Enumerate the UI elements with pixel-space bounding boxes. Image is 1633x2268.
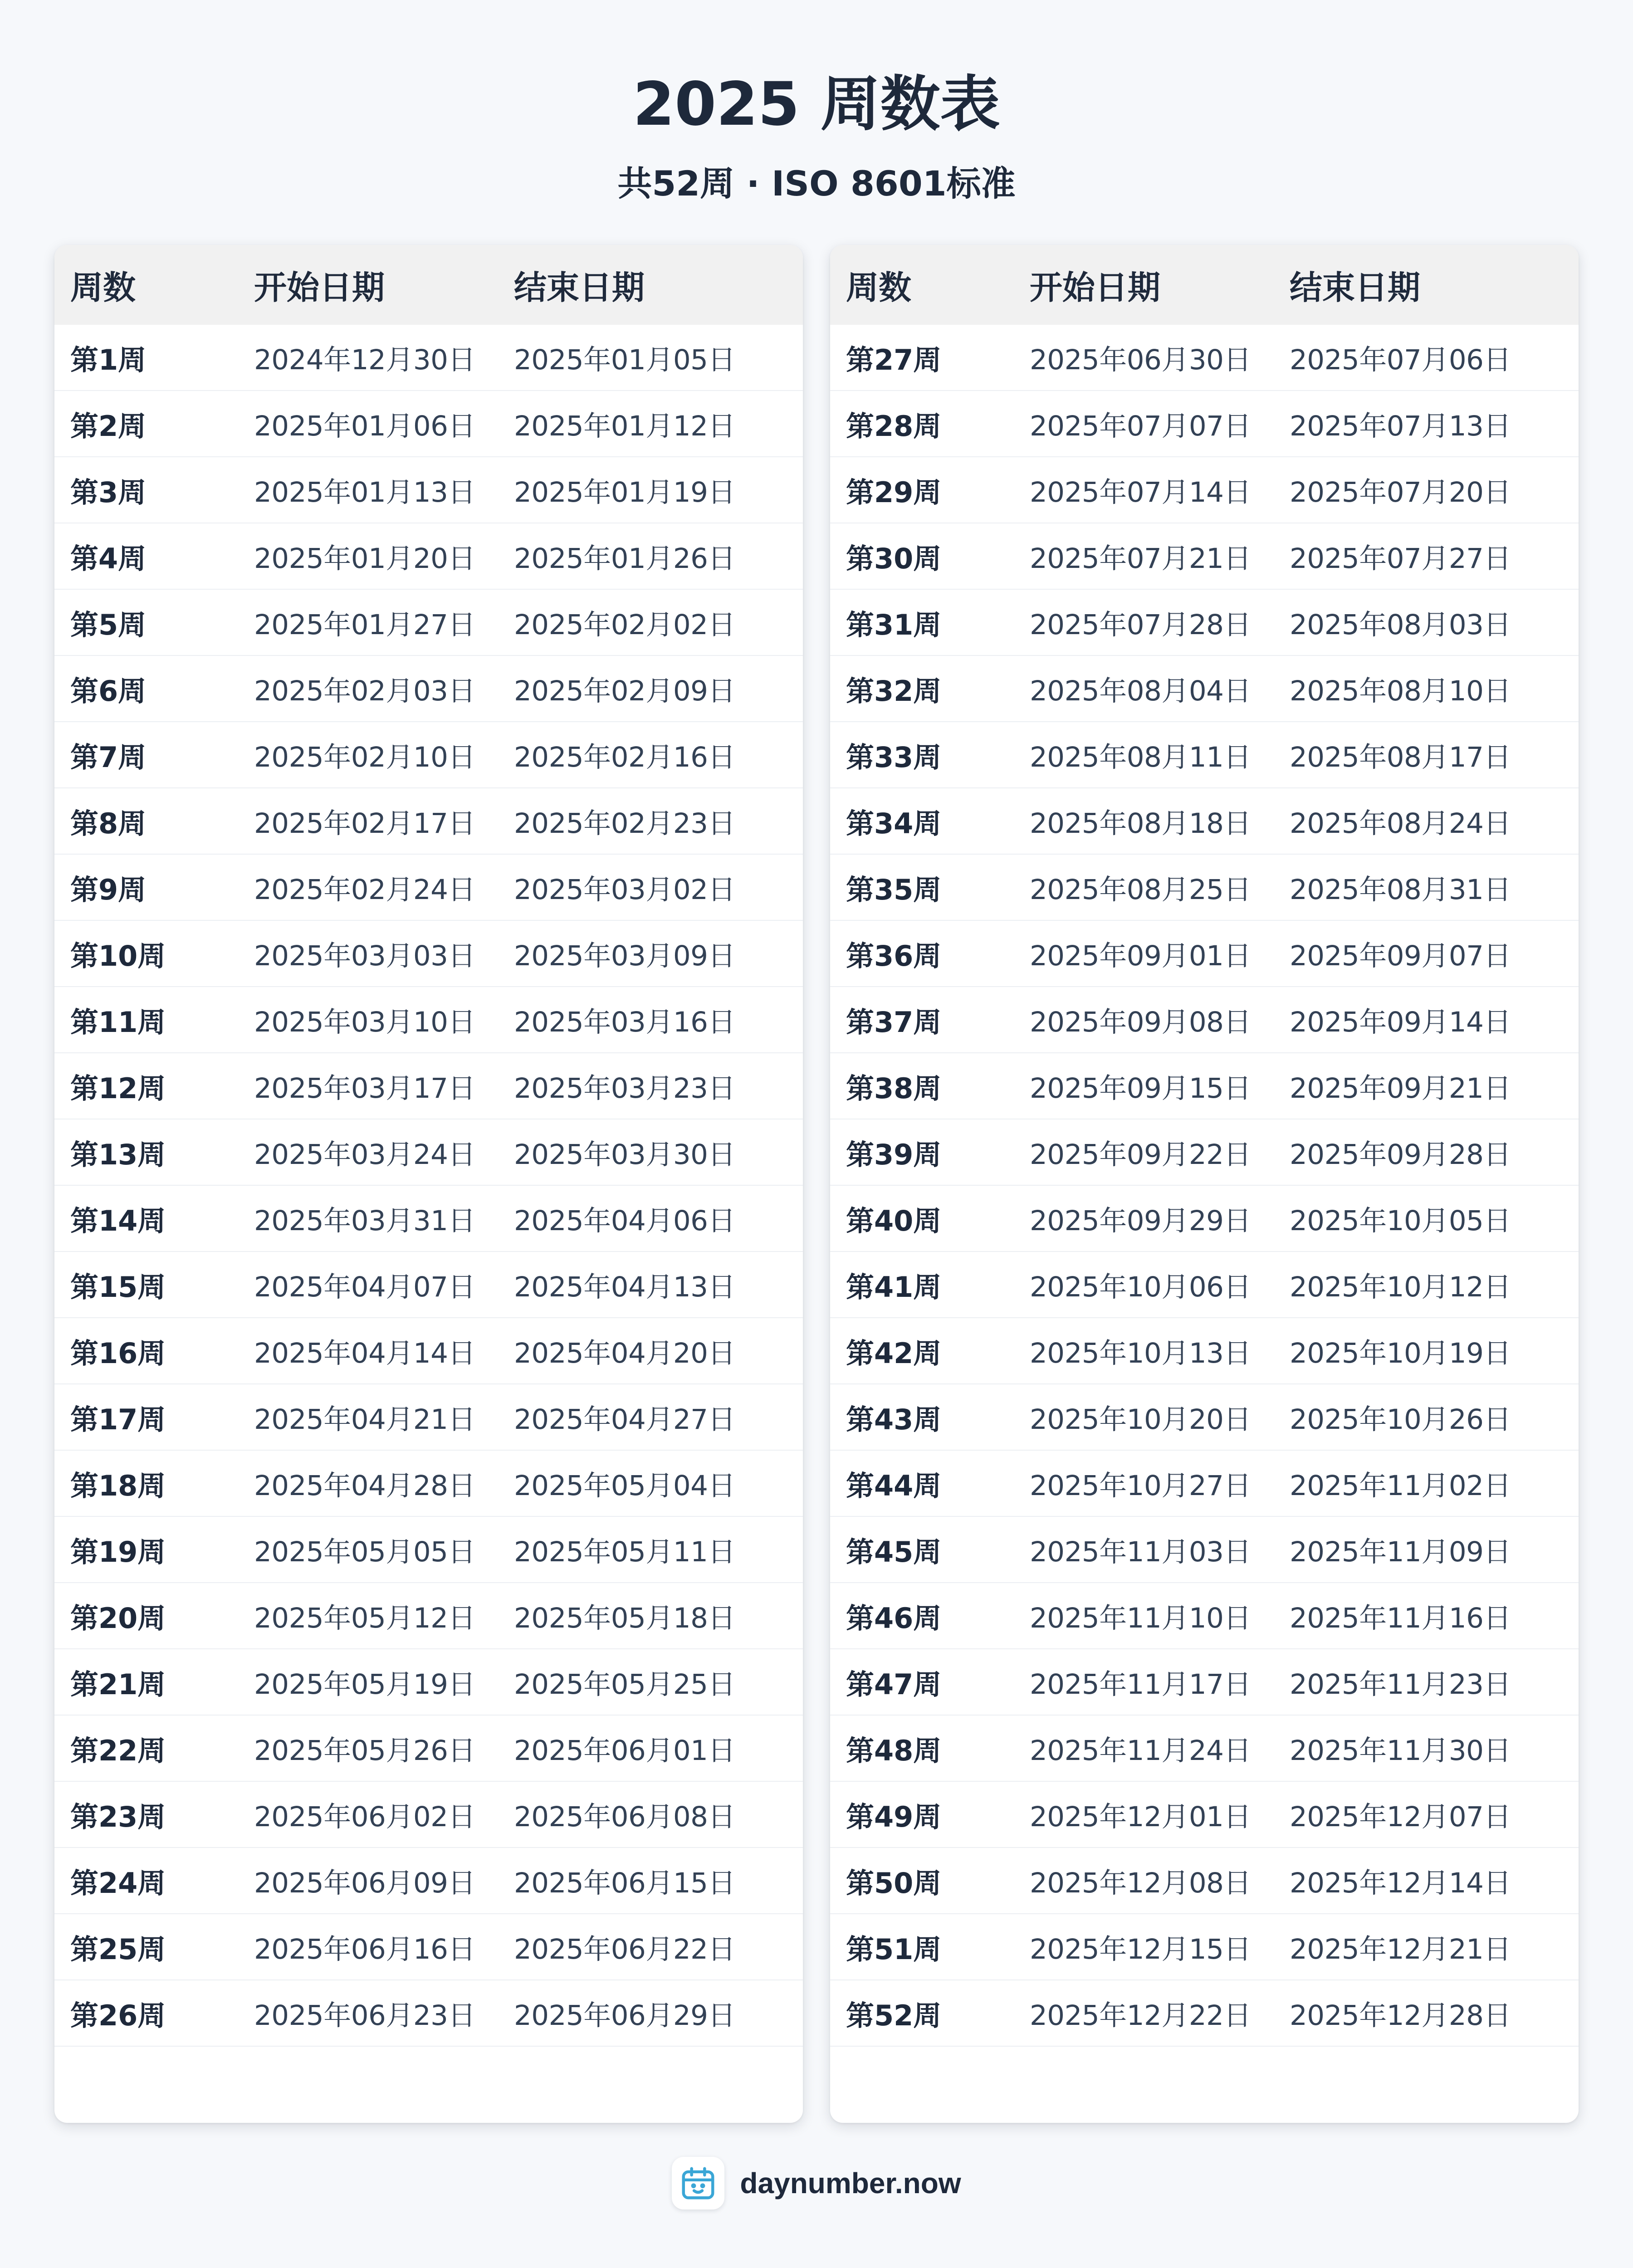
week-cell: 第27周 [846, 343, 942, 376]
week-cell: 第49周 [846, 1800, 942, 1833]
end-date-cell: 2025年08月10日 [1290, 675, 1511, 707]
start-date-cell: 2025年04月21日 [254, 1403, 475, 1436]
table-row [54, 1384, 803, 1451]
week-cell: 第21周 [70, 1667, 166, 1701]
end-date-cell: 2025年09月21日 [1290, 1072, 1511, 1105]
week-cell: 第34周 [846, 807, 942, 840]
end-date-cell: 2025年06月29日 [514, 1999, 735, 2032]
table-row [54, 1980, 803, 2047]
table-row [830, 855, 1579, 921]
start-date-cell: 2025年03月31日 [254, 1204, 475, 1237]
week-cell: 第38周 [846, 1071, 942, 1105]
week-cell: 第10周 [70, 939, 166, 973]
week-cell: 第18周 [70, 1469, 166, 1502]
end-date-cell: 2025年08月24日 [1290, 807, 1511, 840]
week-cell: 第24周 [70, 1866, 166, 1900]
week-cell: 第40周 [846, 1204, 942, 1237]
start-date-cell: 2025年11月10日 [1030, 1602, 1251, 1634]
table-header [830, 245, 1579, 325]
table-row [830, 1318, 1579, 1384]
week-cell: 第50周 [846, 1866, 942, 1900]
table-row [54, 1252, 803, 1318]
start-date-cell: 2025年07月07日 [1030, 410, 1251, 442]
end-date-cell: 2025年08月31日 [1290, 873, 1511, 906]
start-date-cell: 2025年10月27日 [1030, 1469, 1251, 1502]
table-row [830, 1649, 1579, 1716]
week-cell: 第39周 [846, 1138, 942, 1171]
start-date-cell: 2025年08月18日 [1030, 807, 1251, 840]
end-date-cell: 2025年01月12日 [514, 410, 735, 442]
end-date-cell: 2025年11月23日 [1290, 1668, 1511, 1701]
end-date-cell: 2025年01月26日 [514, 542, 735, 575]
start-date-cell: 2025年03月03日 [254, 939, 475, 972]
start-date-cell: 2025年04月28日 [254, 1469, 475, 1502]
start-date-cell: 2025年07月14日 [1030, 476, 1251, 508]
table-row [54, 921, 803, 987]
week-cell: 第5周 [70, 608, 147, 641]
start-date-cell: 2025年04月14日 [254, 1337, 475, 1369]
column-header-end-date: 结束日期 [514, 269, 645, 307]
start-date-cell: 2025年04月07日 [254, 1271, 475, 1303]
week-cell: 第3周 [70, 475, 147, 509]
week-cell: 第48周 [846, 1734, 942, 1767]
end-date-cell: 2025年03月02日 [514, 873, 735, 906]
start-date-cell: 2025年01月06日 [254, 410, 475, 442]
end-date-cell: 2025年04月13日 [514, 1271, 735, 1303]
end-date-cell: 2025年09月07日 [1290, 939, 1511, 972]
week-cell: 第16周 [70, 1336, 166, 1370]
week-cell: 第31周 [846, 608, 942, 641]
table-row [830, 1782, 1579, 1848]
column-header-week: 周数 [846, 269, 912, 307]
table-row [830, 1053, 1579, 1119]
end-date-cell: 2025年03月30日 [514, 1138, 735, 1171]
end-date-cell: 2025年04月06日 [514, 1204, 735, 1237]
start-date-cell: 2025年09月08日 [1030, 1006, 1251, 1038]
table-row [830, 788, 1579, 855]
start-date-cell: 2025年06月30日 [1030, 343, 1251, 376]
table-row [830, 921, 1579, 987]
week-cell: 第8周 [70, 807, 147, 840]
start-date-cell: 2025年09月29日 [1030, 1204, 1251, 1237]
table-row [830, 656, 1579, 722]
start-date-cell: 2025年11月24日 [1030, 1734, 1251, 1767]
end-date-cell: 2025年04月27日 [514, 1403, 735, 1436]
end-date-cell: 2025年11月09日 [1290, 1535, 1511, 1568]
table-row [54, 1848, 803, 1914]
week-cell: 第52周 [846, 1999, 942, 2032]
end-date-cell: 2025年02月09日 [514, 675, 735, 707]
table-row [830, 391, 1579, 457]
week-cell: 第6周 [70, 674, 147, 708]
end-date-cell: 2025年06月08日 [514, 1800, 735, 1833]
end-date-cell: 2025年06月15日 [514, 1867, 735, 1899]
table-row [54, 656, 803, 722]
week-cell: 第46周 [846, 1601, 942, 1635]
table-row [54, 523, 803, 590]
week-cell: 第45周 [846, 1535, 942, 1569]
start-date-cell: 2025年06月23日 [254, 1999, 475, 2032]
start-date-cell: 2025年08月11日 [1030, 741, 1251, 773]
end-date-cell: 2025年11月02日 [1290, 1469, 1511, 1502]
table-body [830, 325, 1579, 2047]
week-table-left [54, 245, 803, 2123]
table-row [830, 1716, 1579, 1782]
site-name[interactable]: daynumber.now [740, 2167, 961, 2200]
week-cell: 第32周 [846, 674, 942, 708]
start-date-cell: 2025年12月01日 [1030, 1800, 1251, 1833]
table-row [830, 1517, 1579, 1583]
start-date-cell: 2025年06月09日 [254, 1867, 475, 1899]
end-date-cell: 2025年06月22日 [514, 1933, 735, 1965]
week-cell: 第12周 [70, 1071, 166, 1105]
start-date-cell: 2025年07月21日 [1030, 542, 1251, 575]
start-date-cell: 2024年12月30日 [254, 343, 475, 376]
week-cell: 第41周 [846, 1270, 942, 1304]
table-row [830, 987, 1579, 1053]
end-date-cell: 2025年06月01日 [514, 1734, 735, 1767]
table-row [830, 457, 1579, 523]
column-header-end-date: 结束日期 [1290, 269, 1421, 307]
week-cell: 第17周 [70, 1403, 166, 1436]
table-row [54, 1186, 803, 1252]
end-date-cell: 2025年12月28日 [1290, 1999, 1511, 2032]
start-date-cell: 2025年02月10日 [254, 741, 475, 773]
end-date-cell: 2025年08月03日 [1290, 608, 1511, 641]
end-date-cell: 2025年02月02日 [514, 608, 735, 641]
table-row [830, 523, 1579, 590]
table-row [830, 1252, 1579, 1318]
start-date-cell: 2025年10月20日 [1030, 1403, 1251, 1436]
table-row [54, 1119, 803, 1186]
week-cell: 第20周 [70, 1601, 166, 1635]
week-cell: 第15周 [70, 1270, 166, 1304]
table-row [830, 1914, 1579, 1980]
start-date-cell: 2025年08月25日 [1030, 873, 1251, 906]
end-date-cell: 2025年05月11日 [514, 1535, 735, 1568]
week-table-right [830, 245, 1579, 2123]
week-cell: 第7周 [70, 740, 147, 774]
table-row [54, 722, 803, 788]
end-date-cell: 2025年11月30日 [1290, 1734, 1511, 1767]
table-row [54, 987, 803, 1053]
start-date-cell: 2025年09月01日 [1030, 939, 1251, 972]
end-date-cell: 2025年02月23日 [514, 807, 735, 840]
end-date-cell: 2025年03月16日 [514, 1006, 735, 1038]
end-date-cell: 2025年10月12日 [1290, 1271, 1511, 1303]
end-date-cell: 2025年03月23日 [514, 1072, 735, 1105]
week-cell: 第51周 [846, 1932, 942, 1966]
week-cell: 第13周 [70, 1138, 166, 1171]
start-date-cell: 2025年01月27日 [254, 608, 475, 641]
end-date-cell: 2025年01月05日 [514, 343, 735, 376]
table-row [830, 1186, 1579, 1252]
week-cell: 第9周 [70, 873, 147, 906]
table-row [54, 590, 803, 656]
week-cell: 第2周 [70, 409, 147, 443]
start-date-cell: 2025年05月12日 [254, 1602, 475, 1634]
column-header-start-date: 开始日期 [254, 269, 385, 307]
week-cell: 第23周 [70, 1800, 166, 1833]
start-date-cell: 2025年05月05日 [254, 1535, 475, 1568]
week-cell: 第25周 [70, 1932, 166, 1966]
table-row [830, 590, 1579, 656]
table-row [830, 722, 1579, 788]
start-date-cell: 2025年10月13日 [1030, 1337, 1251, 1369]
end-date-cell: 2025年05月25日 [514, 1668, 735, 1701]
table-row [54, 855, 803, 921]
table-row [54, 1649, 803, 1716]
table-row [54, 391, 803, 457]
start-date-cell: 2025年02月17日 [254, 807, 475, 840]
start-date-cell: 2025年12月15日 [1030, 1933, 1251, 1965]
start-date-cell: 2025年03月17日 [254, 1072, 475, 1105]
week-cell: 第11周 [70, 1005, 166, 1039]
week-cell: 第19周 [70, 1535, 166, 1569]
end-date-cell: 2025年05月18日 [514, 1602, 735, 1634]
week-cell: 第4周 [70, 542, 147, 575]
end-date-cell: 2025年08月17日 [1290, 741, 1511, 773]
week-cell: 第22周 [70, 1734, 166, 1767]
start-date-cell: 2025年03月10日 [254, 1006, 475, 1038]
start-date-cell: 2025年09月15日 [1030, 1072, 1251, 1105]
end-date-cell: 2025年10月26日 [1290, 1403, 1511, 1436]
table-row [830, 1119, 1579, 1186]
end-date-cell: 2025年07月27日 [1290, 542, 1511, 575]
start-date-cell: 2025年07月28日 [1030, 608, 1251, 641]
end-date-cell: 2025年07月13日 [1290, 410, 1511, 442]
start-date-cell: 2025年10月06日 [1030, 1271, 1251, 1303]
end-date-cell: 2025年11月16日 [1290, 1602, 1511, 1634]
column-header-week: 周数 [70, 269, 136, 307]
end-date-cell: 2025年05月04日 [514, 1469, 735, 1502]
calendar-smile-icon [672, 2157, 724, 2209]
end-date-cell: 2025年03月09日 [514, 939, 735, 972]
week-cell: 第37周 [846, 1005, 942, 1039]
end-date-cell: 2025年07月20日 [1290, 476, 1511, 508]
end-date-cell: 2025年12月14日 [1290, 1867, 1511, 1899]
week-cell: 第43周 [846, 1403, 942, 1436]
table-row [54, 788, 803, 855]
week-cell: 第30周 [846, 542, 942, 575]
table-row [54, 1583, 803, 1649]
table-row [830, 1980, 1579, 2047]
start-date-cell: 2025年09月22日 [1030, 1138, 1251, 1171]
end-date-cell: 2025年09月28日 [1290, 1138, 1511, 1171]
table-row [54, 325, 803, 391]
table-header [54, 245, 803, 325]
page-title: 2025 周数表 [633, 69, 1000, 139]
table-row [830, 1384, 1579, 1451]
table-row [830, 1583, 1579, 1649]
footer [0, 2154, 1633, 2213]
week-cell: 第14周 [70, 1204, 166, 1237]
start-date-cell: 2025年08月04日 [1030, 675, 1251, 707]
table-row [54, 1782, 803, 1848]
end-date-cell: 2025年02月16日 [514, 741, 735, 773]
start-date-cell: 2025年02月03日 [254, 675, 475, 707]
start-date-cell: 2025年06月16日 [254, 1933, 475, 1965]
start-date-cell: 2025年11月03日 [1030, 1535, 1251, 1568]
table-row [54, 457, 803, 523]
table-row [830, 1451, 1579, 1517]
start-date-cell: 2025年05月26日 [254, 1734, 475, 1767]
end-date-cell: 2025年09月14日 [1290, 1006, 1511, 1038]
table-row [54, 1914, 803, 1980]
column-header-start-date: 开始日期 [1030, 269, 1161, 307]
week-cell: 第42周 [846, 1336, 942, 1370]
table-row [54, 1053, 803, 1119]
table-row [830, 325, 1579, 391]
week-cell: 第26周 [70, 1999, 166, 2032]
week-cell: 第47周 [846, 1667, 942, 1701]
week-cell: 第35周 [846, 873, 942, 906]
week-cell: 第29周 [846, 475, 942, 509]
end-date-cell: 2025年12月21日 [1290, 1933, 1511, 1965]
table-row [54, 1451, 803, 1517]
end-date-cell: 2025年12月07日 [1290, 1800, 1511, 1833]
end-date-cell: 2025年07月06日 [1290, 343, 1511, 376]
end-date-cell: 2025年01月19日 [514, 476, 735, 508]
table-row [54, 1716, 803, 1782]
week-cell: 第33周 [846, 740, 942, 774]
table-body [54, 325, 803, 2047]
week-cell: 第36周 [846, 939, 942, 973]
start-date-cell: 2025年11月17日 [1030, 1668, 1251, 1701]
end-date-cell: 2025年10月05日 [1290, 1204, 1511, 1237]
week-cell: 第1周 [70, 343, 147, 376]
table-row [54, 1318, 803, 1384]
start-date-cell: 2025年05月19日 [254, 1668, 475, 1701]
start-date-cell: 2025年02月24日 [254, 873, 475, 906]
start-date-cell: 2025年03月24日 [254, 1138, 475, 1171]
page-subtitle: 共52周 · ISO 8601标准 [617, 163, 1016, 204]
start-date-cell: 2025年06月02日 [254, 1800, 475, 1833]
start-date-cell: 2025年01月20日 [254, 542, 475, 575]
week-cell: 第28周 [846, 409, 942, 443]
start-date-cell: 2025年01月13日 [254, 476, 475, 508]
start-date-cell: 2025年12月22日 [1030, 1999, 1251, 2032]
start-date-cell: 2025年12月08日 [1030, 1867, 1251, 1899]
end-date-cell: 2025年10月19日 [1290, 1337, 1511, 1369]
table-row [54, 1517, 803, 1583]
table-row [830, 1848, 1579, 1914]
end-date-cell: 2025年04月20日 [514, 1337, 735, 1369]
week-cell: 第44周 [846, 1469, 942, 1502]
